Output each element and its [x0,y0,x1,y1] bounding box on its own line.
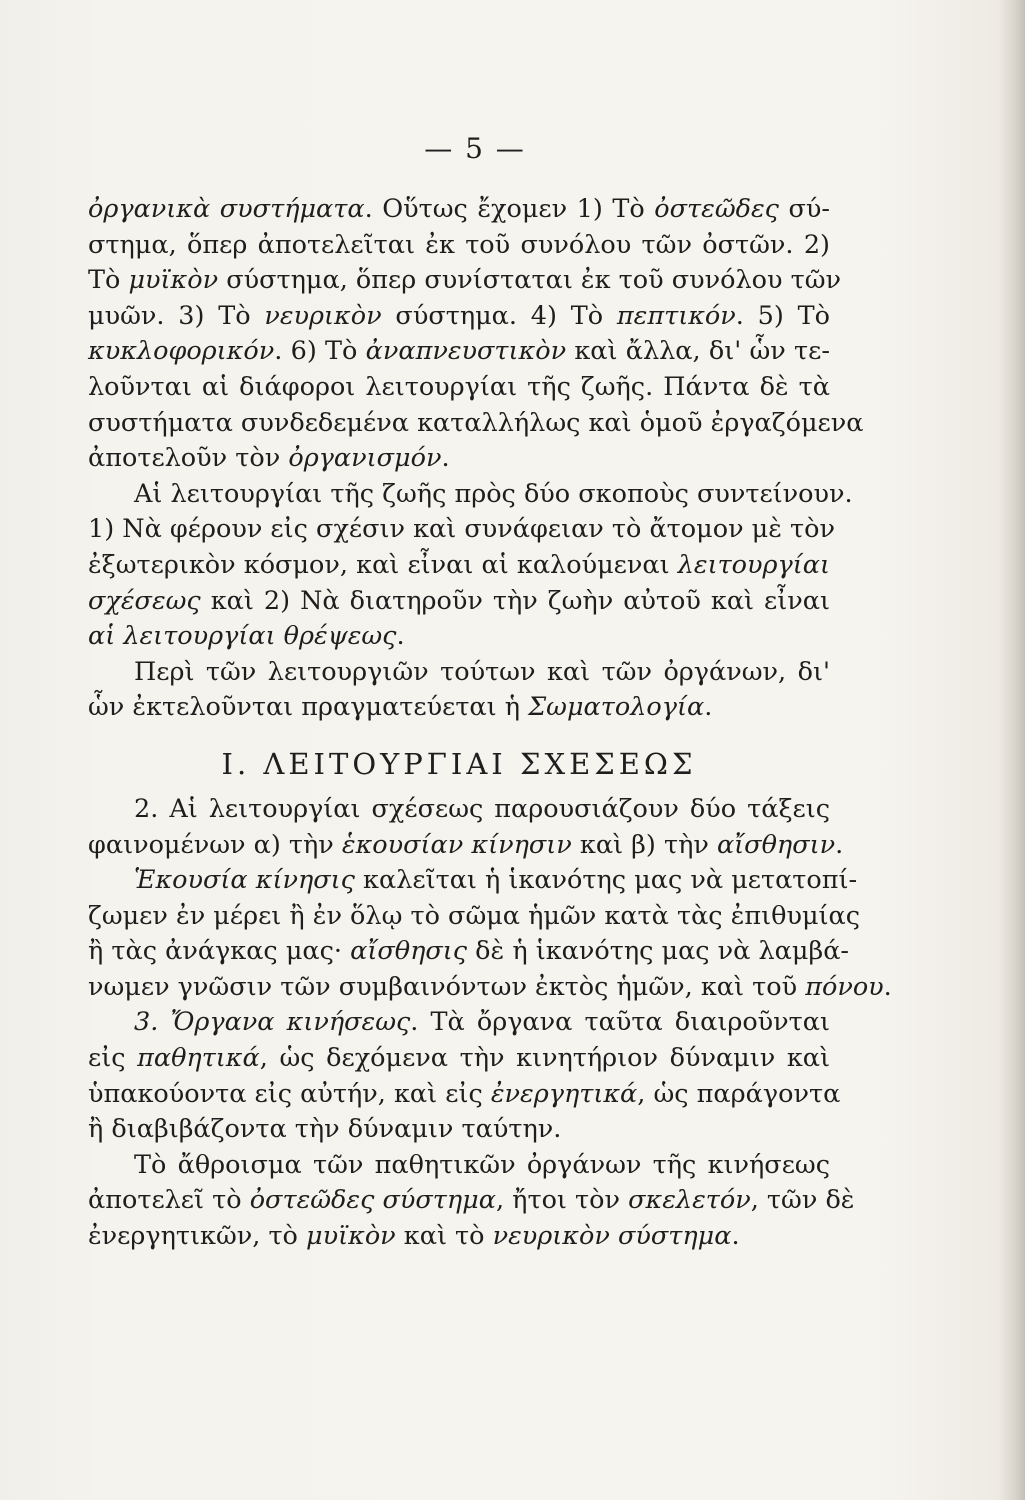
italic-term: νευρικὸν [264,300,382,331]
italic-term: Ἑκουσία κίνησις [134,865,355,896]
text-line [88,299,830,335]
text-line [88,370,830,406]
text-run: φαινομένων α) τὴν [88,829,342,860]
text-run: καὶ τὸ [395,1221,493,1252]
text-run: , ὡς δεχόμενα τὴν κινητήριον δύναμιν καὶ [259,1043,830,1074]
text-line [88,406,864,442]
italic-term: νευρικὸν σύστημα [492,1221,732,1252]
text-line [88,1077,841,1113]
text-run: καλεῖται ἡ ἱκανότης μας νὰ μετατοπί- [354,865,858,896]
text-run: . Οὕτως ἔχομεν 1) Τὸ [364,194,655,224]
text-line [88,441,830,477]
text-run: ζωμεν ἐν μέρει ἢ ἐν ὅλῳ τὸ σῶμα ἡμῶν κατὰ τὰς ἐπιθυμίας [88,900,861,931]
text-run: . [731,1221,740,1252]
text-run: ἢ τὰς ἀνάγκας μας· [88,936,351,967]
text-line [88,263,842,299]
text-line [88,548,830,584]
text-line [88,863,858,899]
italic-term: Σωματολογία [528,692,705,723]
italic-term: πόνου [805,971,884,1002]
text-run: . Τὰ ὄργανα ταῦτα διαιροῦνται [410,1007,830,1038]
text-run: ὧν ἐκτελοῦνται πραγματεύεται ἡ [88,692,529,723]
text-line [88,899,861,935]
text-line [88,1219,830,1255]
text-run: . [704,692,713,723]
text-run: . [883,971,892,1002]
text-run: Αἱ λειτουργίαι τῆς ζωῆς πρὸς δύο σκοποὺς συντείνουν. [134,478,853,509]
text-line [88,828,844,864]
text-run: καὶ ἄλλα, δι' ὧν τε- [566,336,830,367]
italic-term: σκελετόν [628,1185,751,1216]
text-run: καὶ 2) Νὰ διατηροῦν τὴν ζωὴν αὐτοῦ καὶ εἶναι [200,585,830,616]
text-run: , ἤτοι τὸν [495,1185,629,1216]
text-run: ἢ διαβιβάζοντα τὴν δύναμιν ταύτην. [88,1114,562,1145]
text-line [88,792,830,828]
text-line [88,690,830,726]
text-run: . 6) Τὸ [274,336,366,367]
text-line [88,1005,830,1041]
text-run: σύστημα. 4) Τὸ [381,300,617,331]
text-run: ἀποτελεῖ τὸ [88,1185,250,1216]
text-run: μυῶν. 3) Τὸ [88,300,265,331]
text-run: καὶ β) τὴν [571,829,717,860]
text-run: I. ΛΕΙΤΟΥΡΓΙΑΙ ΣΧΕΣΕΩΣ [221,746,697,781]
italic-term: σχέσεως [88,585,201,616]
text-run: λοῦνται αἱ διάφοροι λειτουργίαι τῆς ζωῆς. Πάντα δὲ τὰ [88,371,830,402]
text-line [88,228,830,264]
text-run: , τῶν δὲ [750,1185,855,1216]
text-run: Τὸ ἄθροισμα τῶν παθητικῶν ὀργάνων τῆς κινήσεως [134,1149,830,1180]
text-line [88,1183,855,1219]
text-line [88,1041,830,1077]
text-run: , ὡς παράγοντα [637,1078,841,1109]
italic-term: αἱ λειτουργίαι θρέψεως [88,621,397,652]
italic-term: μυϊκὸν [128,265,219,296]
text-line [88,1112,830,1148]
section-heading [88,744,830,784]
text-run: . [441,443,450,474]
italic-term: 3. Ὄργανα κινήσεως [134,1007,411,1038]
text-run: συστήματα συνδεδεμένα καταλλήλως καὶ ὁμοῦ ἐργαζόμενα [88,407,864,438]
text-run: . [835,829,844,860]
text-line [88,192,830,228]
italic-term: αἴσθησις [350,936,468,967]
text-run: στημα, ὅπερ ἀποτελεῖται ἐκ τοῦ συνόλου τῶν ὀστῶν. 2) [88,229,830,260]
italic-term: ὀστεῶδες σύστημα [249,1185,496,1216]
text-line [88,1148,830,1184]
text-run: . [396,621,405,652]
italic-term: ὀργανικὰ συστήματα [88,194,365,224]
italic-term: παθητικά [137,1043,260,1074]
page-number: — 5 — [424,132,526,165]
italic-term: λειτουργίαι [677,549,830,580]
page-text [88,192,892,1255]
text-run: Περὶ τῶν λειτουργιῶν τούτων καὶ τῶν ὀργάνων, δι' [134,656,830,687]
italic-term: ὀστεῶδες [654,194,779,224]
text-run: νωμεν γνῶσιν τῶν συμβαινόντων ἐκτὸς ἡμῶν, καὶ τοῦ [88,971,806,1002]
italic-term: ἑκουσίαν κίνησιν [341,829,572,860]
text-run: ἐξωτερικὸν κόσμον, καὶ εἶναι αἱ καλούμεναι [88,549,678,580]
text-run: ὑπακούοντα εἰς αὐτήν, καὶ εἰς [88,1078,491,1109]
text-line [88,619,830,655]
page-edge-shadow [999,0,1025,1500]
text-run: ἐνεργητικῶν, τὸ [88,1221,307,1252]
italic-term: κυκλοφορικόν [88,336,275,367]
text-run: σύστημα, ὅπερ συνίσταται ἐκ τοῦ συνόλου τῶν [218,265,842,296]
italic-term: ὀργανισμόν [288,443,442,474]
text-line [88,934,850,970]
text-run: Τὸ [88,265,129,296]
italic-term: αἴσθησιν [716,829,836,860]
text-run: 1) Νὰ φέρουν εἰς σχέσιν καὶ συνάφειαν τὸ ἄτομον μὲ τὸν [88,514,835,545]
text-line [88,512,835,548]
italic-term: ἐνεργητικά [490,1078,638,1109]
text-run: εἰς [88,1043,138,1074]
text-line [88,477,853,513]
text-line [88,584,830,620]
text-line [88,655,830,691]
text-run: σύ- [778,194,831,224]
italic-term: πεπτικόν [616,300,736,331]
text-run: . 5) Τὸ [735,300,830,331]
text-run: 2. Αἱ λειτουργίαι σχέσεως παρουσιάζουν δύο τάξεις [134,793,830,824]
text-run: δὲ ἡ ἱκανότης μας νὰ λαμβά- [467,936,850,967]
italic-term: ἀναπνευστικὸν [365,336,567,367]
italic-term: μυϊκὸν [306,1221,396,1252]
text-line [88,970,892,1006]
text-run: ἀποτελοῦν τὸν [88,443,289,474]
text-line [88,334,830,370]
